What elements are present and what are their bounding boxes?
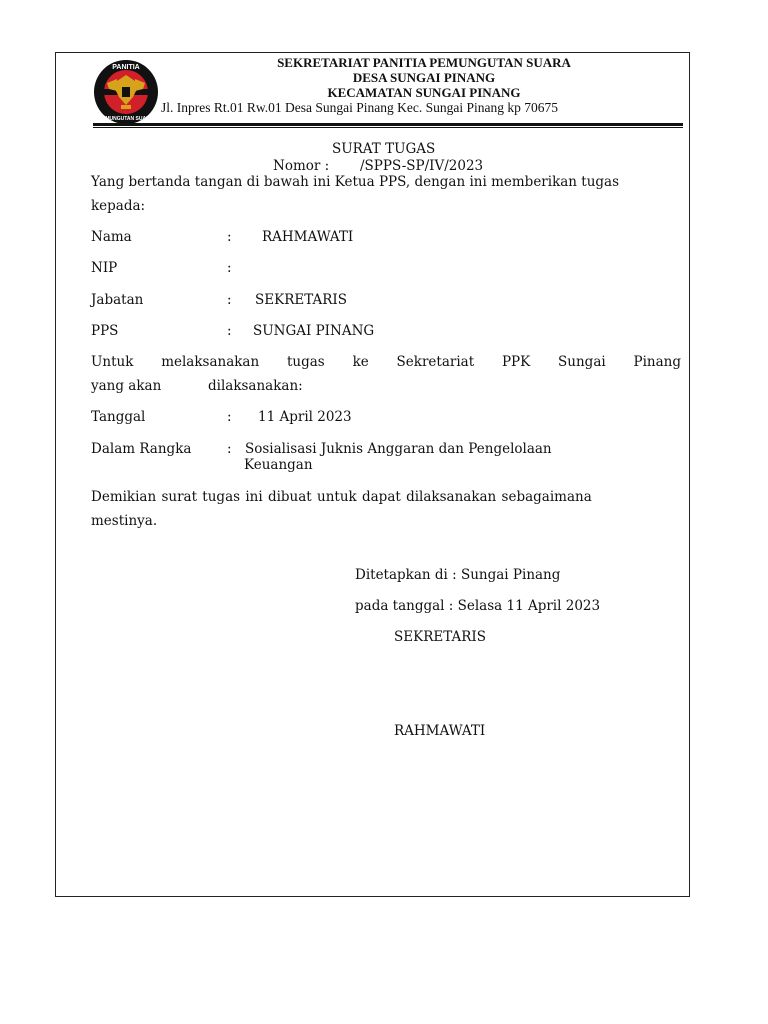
field-label-nip: NIP (91, 260, 118, 276)
field-label-pps: PPS (91, 323, 119, 339)
purpose-label: Dalam Rangka (91, 441, 192, 457)
field-label-nama: Nama (91, 229, 132, 245)
signature-name: RAHMAWATI (394, 723, 486, 739)
date-sep: : (227, 409, 232, 425)
letter-title: SURAT TUGAS (332, 141, 436, 157)
date-label: Tanggal (91, 409, 146, 425)
date-value: 11 April 2023 (258, 409, 352, 425)
org-line-2: DESA SUNGAI PINANG (352, 70, 496, 85)
field-value-pps: SUNGAI PINANG (253, 323, 375, 339)
field-value-jabatan: SEKRETARIS (255, 292, 347, 308)
purpose-value-line-2: Keuangan (244, 457, 313, 473)
task-line-1: Untuk melaksanakan tugas ke Sekretariat PPK Sungai Pinang (91, 354, 681, 370)
purpose-value-line-1: Sosialisasi Juknis Anggaran dan Pengelolaan (245, 441, 552, 457)
signature-position: SEKRETARIS (394, 629, 486, 645)
signature-place: Ditetapkan di : Sungai Pinang (355, 567, 561, 583)
header-rule-thick (93, 123, 683, 126)
logo-text-bottom: PEMUNGUTAN SUARA (98, 116, 154, 122)
field-sep-pps: : (227, 323, 232, 339)
header-rule-thin (93, 127, 683, 128)
task-line-2a: yang akan (91, 378, 162, 394)
task-line-2b: dilaksanakan: (208, 378, 303, 394)
kpu-logo-icon (93, 59, 159, 125)
number-label: Nomor : (273, 158, 330, 174)
org-line-3: KECAMATAN SUNGAI PINANG (327, 85, 521, 100)
field-sep-nip: : (227, 260, 232, 276)
intro-line-2: kepada: (91, 198, 146, 214)
signature-date: pada tanggal : Selasa 11 April 2023 (355, 598, 601, 614)
org-line-1: SEKRETARIAT PANITIA PEMUNGUTAN SUARA (277, 55, 571, 70)
intro-line-1: Yang bertanda tangan di bawah ini Ketua PPS, dengan ini memberikan tugas (91, 174, 620, 190)
closing-line-2: mestinya. (91, 513, 158, 529)
address: Jl. Inpres Rt.01 Rw.01 Desa Sungai Pinang Kec. Sungai Pinang kp 70675 (161, 100, 558, 115)
field-sep-nama: : (227, 229, 232, 245)
purpose-sep: : (227, 441, 232, 457)
field-value-nama: RAHMAWATI (262, 229, 354, 245)
field-label-jabatan: Jabatan (91, 292, 144, 308)
closing-line-1: Demikian surat tugas ini dibuat untuk dapat dilaksanakan sebagaimana (91, 489, 592, 505)
field-sep-jabatan: : (227, 292, 232, 308)
letter-page (55, 52, 690, 897)
logo-text-top: PANITIA (112, 64, 140, 71)
number-value: /SPPS-SP/IV/2023 (360, 158, 484, 174)
